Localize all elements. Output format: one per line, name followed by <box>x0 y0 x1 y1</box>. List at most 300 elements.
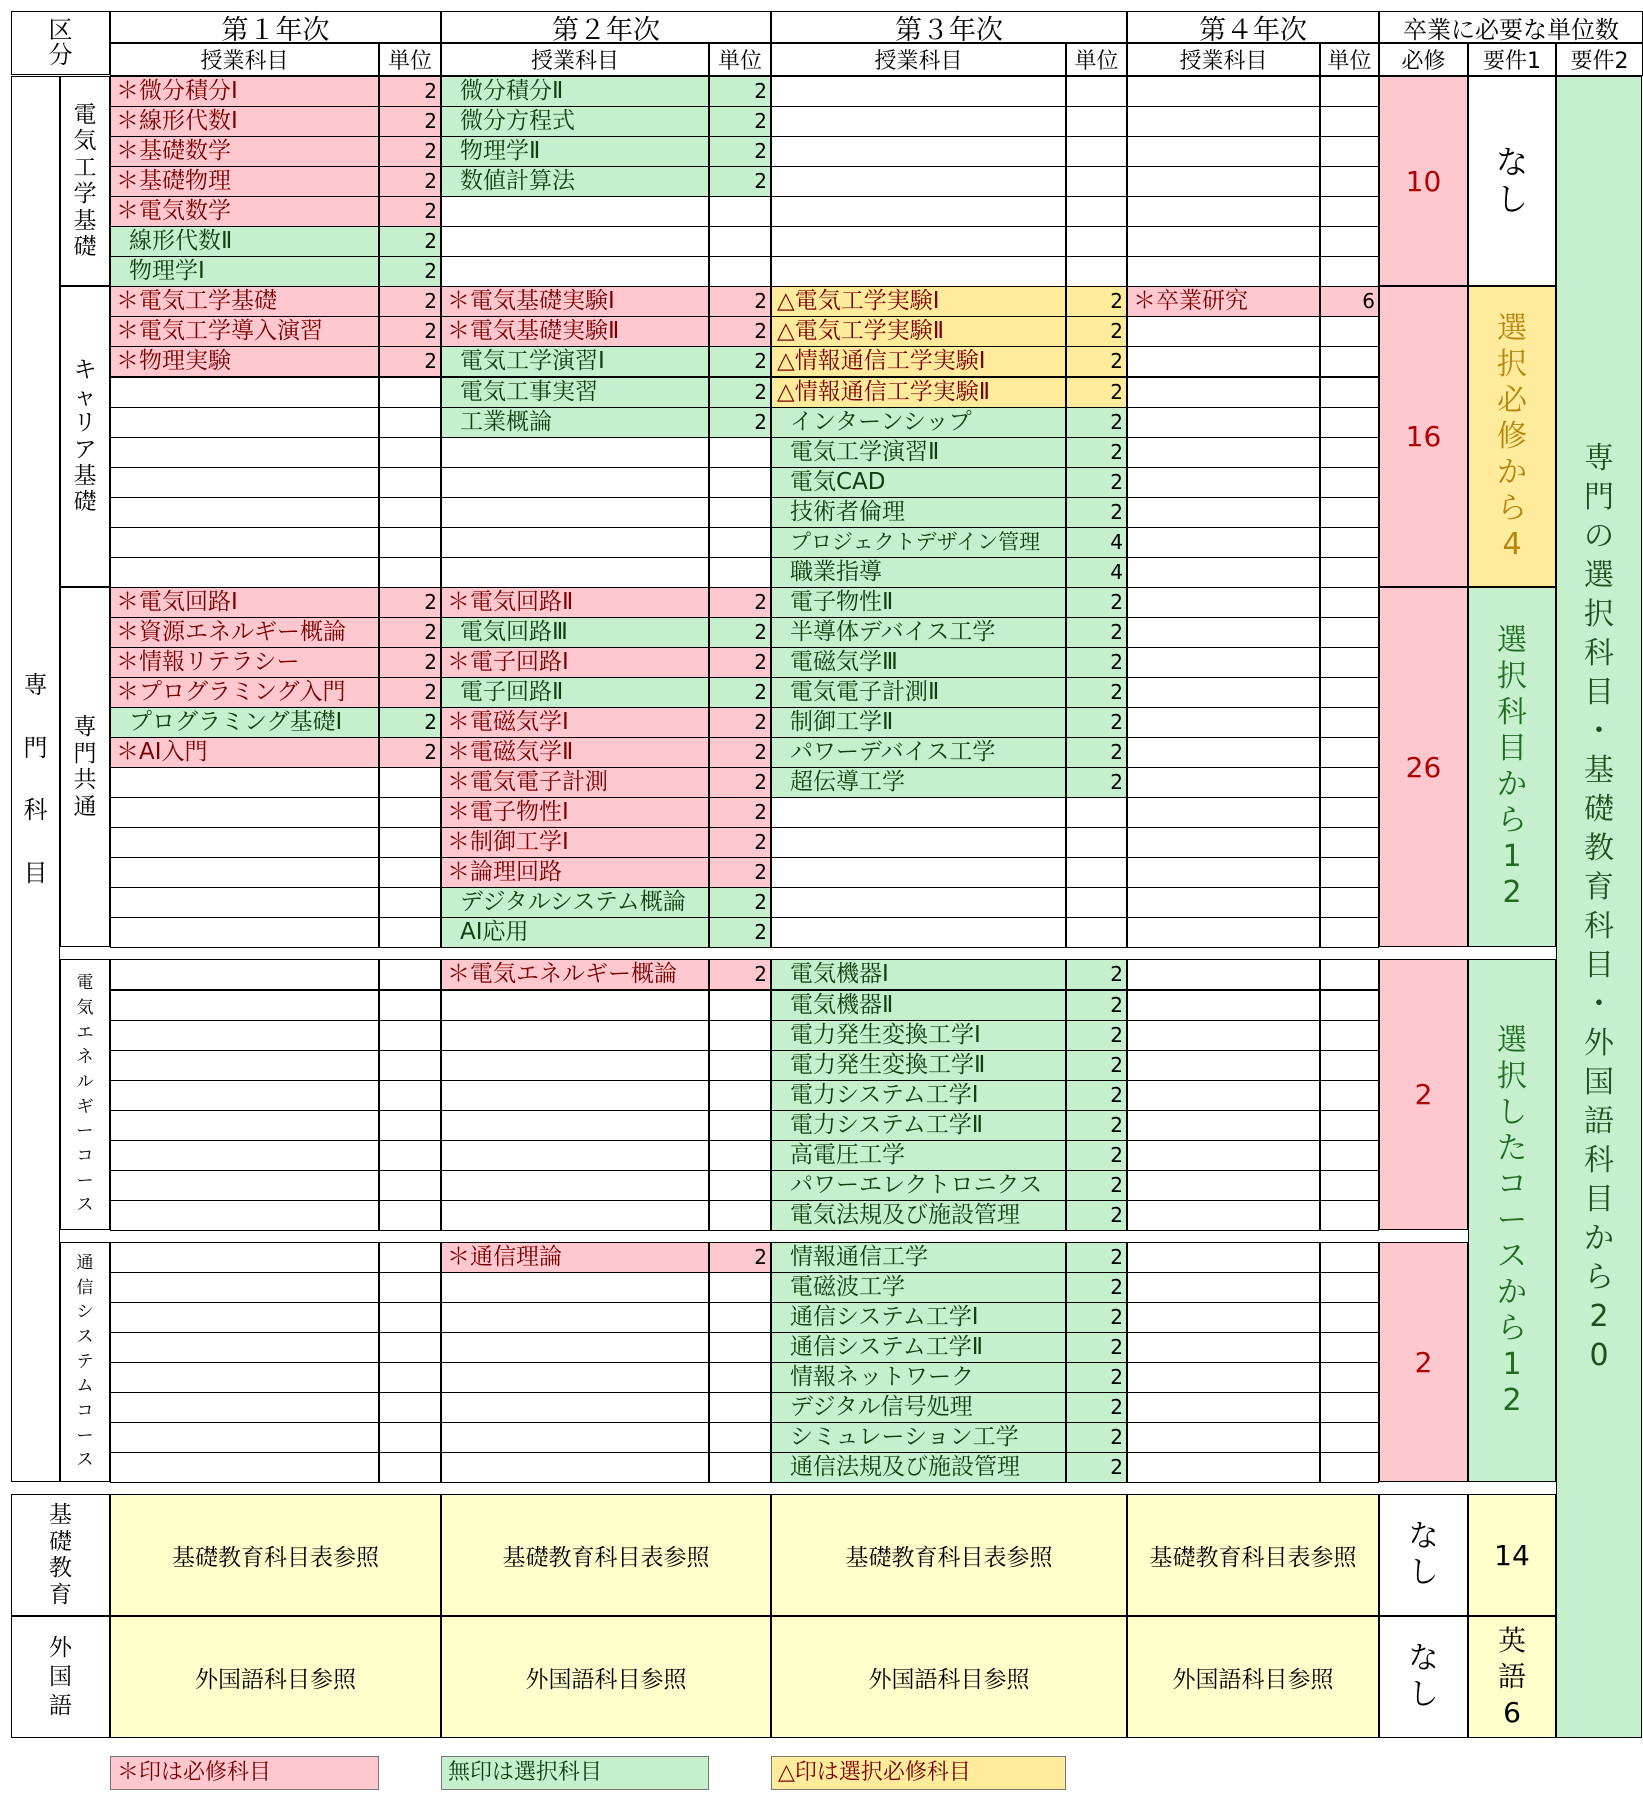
course-unit: 2 <box>709 767 771 798</box>
empty-cell <box>1127 1200 1320 1231</box>
empty-cell <box>1320 797 1379 828</box>
course-unit: 2 <box>1066 286 1127 317</box>
course-unit: 2 <box>709 857 771 888</box>
empty-cell <box>1320 1110 1379 1141</box>
empty-cell <box>441 467 709 498</box>
empty-cell <box>1127 767 1320 798</box>
course-name-text: 電子物性Ⅱ <box>790 588 894 615</box>
empty-cell <box>379 1362 441 1393</box>
empty-cell <box>441 437 709 468</box>
vertical-char: 語 <box>1584 1104 1614 1140</box>
course-name <box>110 76 379 107</box>
vertical-char: 0 <box>1589 1338 1609 1374</box>
empty-cell <box>441 1272 709 1303</box>
course-name <box>441 677 709 708</box>
empty-cell <box>441 1362 709 1393</box>
vertical-char: 信 <box>76 1277 94 1298</box>
vertical-char: ら <box>1497 490 1527 526</box>
course-name-text: パワーエレクトロニクス <box>790 1171 1043 1198</box>
empty-cell <box>379 990 441 1021</box>
course-name-text: パワーデバイス工学 <box>790 739 996 766</box>
vertical-char: 1 <box>1502 839 1522 875</box>
course-unit: 2 <box>379 617 441 648</box>
course-unit: 2 <box>1066 1422 1127 1453</box>
empty-cell <box>379 1020 441 1051</box>
empty-cell <box>1127 707 1320 738</box>
empty-cell <box>1320 467 1379 498</box>
empty-cell <box>110 887 379 918</box>
empty-cell <box>1127 196 1320 227</box>
empty-cell <box>379 527 441 558</box>
course-unit: 2 <box>379 136 441 167</box>
vertical-char: 国 <box>49 1663 72 1690</box>
year-header: 第３年次 <box>771 11 1127 43</box>
empty-cell <box>1127 677 1320 708</box>
empty-cell <box>110 1272 379 1303</box>
vertical-char: 2 <box>1589 1299 1609 1335</box>
grad-col-header: 必修 <box>1379 43 1468 76</box>
vertical-char: ら <box>1497 803 1527 839</box>
vertical-char: し <box>1408 1677 1439 1713</box>
course-unit: 2 <box>379 196 441 227</box>
vertical-char: し <box>1408 1555 1439 1591</box>
empty-cell <box>1127 527 1320 558</box>
empty-cell <box>1320 1272 1379 1303</box>
empty-cell <box>1320 407 1379 438</box>
empty-cell <box>1320 226 1379 257</box>
course-name <box>771 1080 1066 1111</box>
empty-cell <box>379 1050 441 1081</box>
course-name-text: ＊物理実験 <box>116 348 231 375</box>
course-unit: 2 <box>379 647 441 678</box>
vertical-char: 語 <box>1497 1660 1526 1694</box>
course-unit: 2 <box>1066 647 1127 678</box>
course-name <box>441 1242 709 1273</box>
empty-cell <box>1127 887 1320 918</box>
course-unit: 2 <box>709 136 771 167</box>
empty-cell <box>1320 1140 1379 1171</box>
vertical-char: シ <box>76 1302 94 1323</box>
empty-cell <box>1127 587 1320 618</box>
vertical-char: 育 <box>49 1581 72 1608</box>
empty-cell <box>441 256 709 287</box>
vertical-char: ス <box>76 1450 94 1471</box>
vertical-char: か <box>1497 1274 1527 1310</box>
vertical-char: 基 <box>49 1502 72 1529</box>
empty-cell <box>1127 990 1320 1021</box>
required-credits: 2 <box>1379 959 1468 1229</box>
empty-cell <box>709 437 771 468</box>
course-unit: 2 <box>379 256 441 287</box>
empty-cell <box>441 990 709 1021</box>
empty-cell <box>110 557 379 588</box>
vertical-char: 選 <box>1584 558 1614 594</box>
vertical-char: 目 <box>1584 675 1614 711</box>
course-name-text: △情報通信工学実験Ⅰ <box>777 348 986 375</box>
vertical-char: ー <box>76 1170 94 1191</box>
required-kiso <box>1379 1494 1468 1616</box>
course-unit: 2 <box>709 827 771 858</box>
vertical-char: か <box>1584 1221 1614 1257</box>
course-name-text: ＊電気数学 <box>116 198 231 225</box>
course-unit: 2 <box>379 587 441 618</box>
course-unit: 2 <box>1066 1050 1127 1081</box>
req1-kiso: 14 <box>1468 1494 1556 1616</box>
empty-cell <box>771 226 1066 257</box>
empty-cell <box>1127 1422 1320 1453</box>
vertical-char: 専 <box>1584 441 1614 477</box>
course-name-text: 高電圧工学 <box>790 1141 905 1168</box>
empty-cell <box>110 527 379 558</box>
vertical-char: 1 <box>1502 1346 1522 1382</box>
course-name-text: 物理学Ⅰ <box>129 258 205 285</box>
course-name <box>771 587 1066 618</box>
course-name <box>771 1200 1066 1231</box>
course-name-text: 半導体デバイス工学 <box>790 618 996 645</box>
vertical-char: か <box>1497 454 1527 490</box>
empty-cell <box>1066 857 1127 888</box>
empty-cell <box>441 527 709 558</box>
course-name-text: 電気CAD <box>790 468 886 495</box>
vertical-char: ス <box>76 1195 94 1216</box>
empty-cell <box>1127 797 1320 828</box>
course-name <box>441 959 709 990</box>
empty-cell <box>1320 1422 1379 1453</box>
empty-cell <box>1127 1332 1320 1363</box>
course-name <box>771 737 1066 768</box>
course-unit: 2 <box>379 76 441 107</box>
course-name <box>441 647 709 678</box>
empty-cell <box>1127 1080 1320 1111</box>
vertical-char: 育 <box>1584 870 1614 906</box>
empty-cell <box>709 1392 771 1423</box>
course-unit: 2 <box>1066 407 1127 438</box>
course-name <box>771 377 1066 408</box>
empty-cell <box>110 1332 379 1363</box>
empty-cell <box>441 1140 709 1171</box>
empty-cell <box>1127 76 1320 107</box>
empty-cell <box>110 767 379 798</box>
empty-cell <box>1127 256 1320 287</box>
course-unit: 2 <box>1066 617 1127 648</box>
empty-cell <box>1320 587 1379 618</box>
empty-cell <box>441 1422 709 1453</box>
vertical-char: 共 <box>73 767 97 794</box>
empty-cell <box>1320 1080 1379 1111</box>
vertical-char: の <box>1584 519 1614 555</box>
course-name-text: △電気工学実験Ⅰ <box>777 288 940 315</box>
course-name-text: 数値計算法 <box>460 168 575 195</box>
empty-cell <box>1320 617 1379 648</box>
course-name <box>441 106 709 137</box>
course-name <box>441 166 709 197</box>
empty-cell <box>110 1170 379 1201</box>
course-name-text: プログラミング基礎Ⅰ <box>129 709 343 736</box>
vertical-char: 電 <box>76 973 94 994</box>
course-name <box>771 990 1066 1021</box>
course-unit: 2 <box>709 166 771 197</box>
empty-cell <box>709 256 771 287</box>
course-name <box>771 1272 1066 1303</box>
empty-cell <box>110 467 379 498</box>
empty-cell <box>110 797 379 828</box>
course-name-text: ＊AI入門 <box>116 739 208 766</box>
course-name-text: 通信システム工学Ⅱ <box>790 1334 984 1361</box>
empty-cell <box>441 1170 709 1201</box>
vertical-char: 語 <box>49 1692 72 1719</box>
course-name-text: 物理学Ⅱ <box>460 138 541 165</box>
empty-cell <box>110 917 379 948</box>
course-name-text: 電気電子計測Ⅱ <box>790 679 940 705</box>
empty-cell <box>709 1170 771 1201</box>
course-name <box>771 557 1066 588</box>
course-name <box>110 737 379 768</box>
vertical-char: 6 <box>1503 1696 1521 1730</box>
empty-cell <box>771 857 1066 888</box>
grad-header: 卒業に必要な単位数 <box>1379 11 1643 43</box>
empty-cell <box>379 1242 441 1273</box>
course-name <box>771 437 1066 468</box>
empty-cell <box>1320 887 1379 918</box>
course-name-text: ＊電子回路Ⅰ <box>447 648 569 675</box>
category-comm <box>60 1242 110 1482</box>
grad-col-header: 要件2 <box>1556 43 1643 76</box>
course-name <box>441 797 709 828</box>
empty-cell <box>709 1362 771 1393</box>
course-name-text: 技術者倫理 <box>790 498 905 525</box>
course-unit: 2 <box>709 737 771 768</box>
course-unit: 2 <box>709 1242 771 1273</box>
empty-cell <box>1320 767 1379 798</box>
course-unit: 2 <box>1066 377 1127 408</box>
course-name-text: 電力システム工学Ⅱ <box>790 1111 984 1138</box>
course-name <box>771 767 1066 798</box>
empty-cell <box>441 1332 709 1363</box>
empty-cell <box>1066 166 1127 197</box>
course-unit: 2 <box>1066 437 1127 468</box>
course-unit: 2 <box>1066 1020 1127 1051</box>
empty-cell <box>110 1050 379 1081</box>
vertical-char: ギ <box>76 1096 94 1117</box>
vertical-char: ス <box>1497 1238 1527 1274</box>
course-name-text: 電力システム工学Ⅰ <box>790 1081 979 1108</box>
vertical-char: 目 <box>1584 1182 1614 1218</box>
vertical-char: 教 <box>49 1555 72 1582</box>
course-name-text: ＊基礎数学 <box>116 138 231 165</box>
reference-gaikoku: 外国語科目参照 <box>1127 1616 1379 1738</box>
vertical-char: 2 <box>1502 1382 1522 1418</box>
course-name <box>771 407 1066 438</box>
empty-cell <box>1127 1302 1320 1333</box>
vertical-char: 通 <box>73 793 97 820</box>
empty-cell <box>379 1140 441 1171</box>
empty-cell <box>110 990 379 1021</box>
course-name <box>441 827 709 858</box>
reference-kiso: 基礎教育科目表参照 <box>1127 1494 1379 1616</box>
req1-denki-kiso <box>1468 76 1556 286</box>
vertical-char: 選 <box>1497 1022 1527 1058</box>
course-name-text: 通信システム工学Ⅰ <box>790 1304 979 1330</box>
empty-cell <box>110 959 379 990</box>
course-name <box>771 647 1066 678</box>
empty-cell <box>709 1272 771 1303</box>
empty-cell <box>771 136 1066 167</box>
empty-cell <box>1320 1200 1379 1231</box>
vertical-char: 教 <box>1584 831 1614 867</box>
course-unit: 2 <box>1066 497 1127 528</box>
vertical-char: 外 <box>49 1635 72 1662</box>
course-unit: 2 <box>1066 346 1127 377</box>
empty-cell <box>1127 226 1320 257</box>
course-name <box>771 1140 1066 1171</box>
category-kiso-kyoiku <box>11 1494 110 1616</box>
empty-cell <box>110 437 379 468</box>
course-unit: 2 <box>709 286 771 317</box>
course-unit: 2 <box>379 737 441 768</box>
course-name <box>441 136 709 167</box>
vertical-char: 4 <box>1502 526 1522 562</box>
course-name-text: AI応用 <box>460 919 529 946</box>
course-name <box>441 316 709 347</box>
course-name-text: 電気工事実習 <box>460 378 598 405</box>
empty-cell <box>1320 346 1379 377</box>
vertical-char: ネ <box>76 1047 94 1068</box>
empty-cell <box>709 497 771 528</box>
empty-cell <box>110 497 379 528</box>
course-name <box>771 677 1066 708</box>
vertical-char: た <box>1497 1130 1527 1166</box>
empty-cell <box>441 226 709 257</box>
empty-cell <box>110 1200 379 1231</box>
empty-cell <box>1320 917 1379 948</box>
empty-cell <box>379 827 441 858</box>
vertical-char: な <box>1495 143 1528 182</box>
course-name <box>771 1050 1066 1081</box>
empty-cell <box>110 1140 379 1171</box>
course-name <box>771 1452 1066 1483</box>
empty-cell <box>1127 1452 1320 1483</box>
vertical-char: ア <box>73 436 97 463</box>
course-name-text: ＊電気エネルギー概論 <box>447 961 677 988</box>
req1-course <box>1468 959 1556 1482</box>
year-header: 第２年次 <box>441 11 771 43</box>
empty-cell <box>1127 1272 1320 1303</box>
empty-cell <box>110 1422 379 1453</box>
empty-cell <box>1127 407 1320 438</box>
empty-cell <box>771 797 1066 828</box>
course-name-text: 電気機器Ⅰ <box>790 961 889 988</box>
unit-header: 単位 <box>1320 43 1379 76</box>
required-credits: 2 <box>1379 1242 1468 1482</box>
course-name-text: ＊論理回路 <box>447 859 562 886</box>
empty-cell <box>709 1302 771 1333</box>
vertical-char: な <box>1408 1641 1439 1677</box>
empty-cell <box>441 1200 709 1231</box>
course-name <box>441 76 709 107</box>
course-unit: 2 <box>1066 316 1127 347</box>
vertical-char: 目 <box>1584 948 1614 984</box>
course-name <box>441 377 709 408</box>
vertical-char: ル <box>76 1072 94 1093</box>
empty-cell <box>1127 959 1320 990</box>
vertical-char: リ <box>73 410 97 437</box>
course-name-text: △情報通信工学実験Ⅱ <box>777 378 991 405</box>
course-name-text: 電力発生変換工学Ⅱ <box>790 1051 986 1078</box>
empty-cell <box>379 917 441 948</box>
empty-cell <box>1127 1110 1320 1141</box>
vertical-char: 科 <box>1584 636 1614 672</box>
empty-cell <box>1320 196 1379 227</box>
empty-cell <box>709 1110 771 1141</box>
course-name <box>771 959 1066 990</box>
empty-cell <box>1320 707 1379 738</box>
vertical-char: 礎 <box>73 489 97 516</box>
category-energy <box>60 959 110 1229</box>
empty-cell <box>1320 959 1379 990</box>
course-name <box>771 1302 1066 1333</box>
empty-cell <box>709 226 771 257</box>
empty-cell <box>379 1200 441 1231</box>
vertical-char: 門 <box>1584 480 1614 516</box>
empty-cell <box>1127 437 1320 468</box>
empty-cell <box>1127 316 1320 347</box>
empty-cell <box>110 1302 379 1333</box>
course-name-text: ＊電気基礎実験Ⅱ <box>447 318 620 345</box>
vertical-char: 目 <box>23 858 48 887</box>
vertical-char: 専 <box>23 671 48 700</box>
empty-cell <box>1127 467 1320 498</box>
vertical-char: 電 <box>73 101 97 128</box>
course-name <box>110 106 379 137</box>
empty-cell <box>1320 1452 1379 1483</box>
empty-cell <box>379 467 441 498</box>
course-name <box>110 166 379 197</box>
empty-cell <box>1127 557 1320 588</box>
empty-cell <box>1127 1140 1320 1171</box>
empty-cell <box>1127 136 1320 167</box>
course-name-text: ＊プログラミング入門 <box>116 679 346 705</box>
empty-cell <box>441 557 709 588</box>
course-unit: 2 <box>1066 1392 1127 1423</box>
course-name-text: ＊基礎物理 <box>116 168 231 195</box>
vertical-char: し <box>1495 180 1528 219</box>
course-name <box>771 1362 1066 1393</box>
course-unit: 2 <box>1066 587 1127 618</box>
empty-cell <box>1320 1392 1379 1423</box>
vertical-char: 択 <box>1497 659 1527 695</box>
course-name <box>441 587 709 618</box>
course-name <box>110 196 379 227</box>
empty-cell <box>771 106 1066 137</box>
course-name-text: 電磁波工学 <box>790 1273 905 1300</box>
vertical-char: 選 <box>1497 310 1527 346</box>
course-name <box>771 1422 1066 1453</box>
empty-cell <box>1320 527 1379 558</box>
course-unit: 2 <box>709 346 771 377</box>
course-name-text: 工業概論 <box>460 408 552 435</box>
empty-cell <box>1320 377 1379 408</box>
course-name <box>110 677 379 708</box>
empty-cell <box>1066 256 1127 287</box>
empty-cell <box>1320 857 1379 888</box>
empty-cell <box>441 1302 709 1333</box>
course-unit: 2 <box>1066 467 1127 498</box>
empty-cell <box>1066 917 1127 948</box>
vertical-char: ー <box>76 1425 94 1446</box>
course-name-text: 電気工学演習Ⅰ <box>460 348 605 375</box>
course-name <box>110 346 379 377</box>
course-unit: 2 <box>709 76 771 107</box>
